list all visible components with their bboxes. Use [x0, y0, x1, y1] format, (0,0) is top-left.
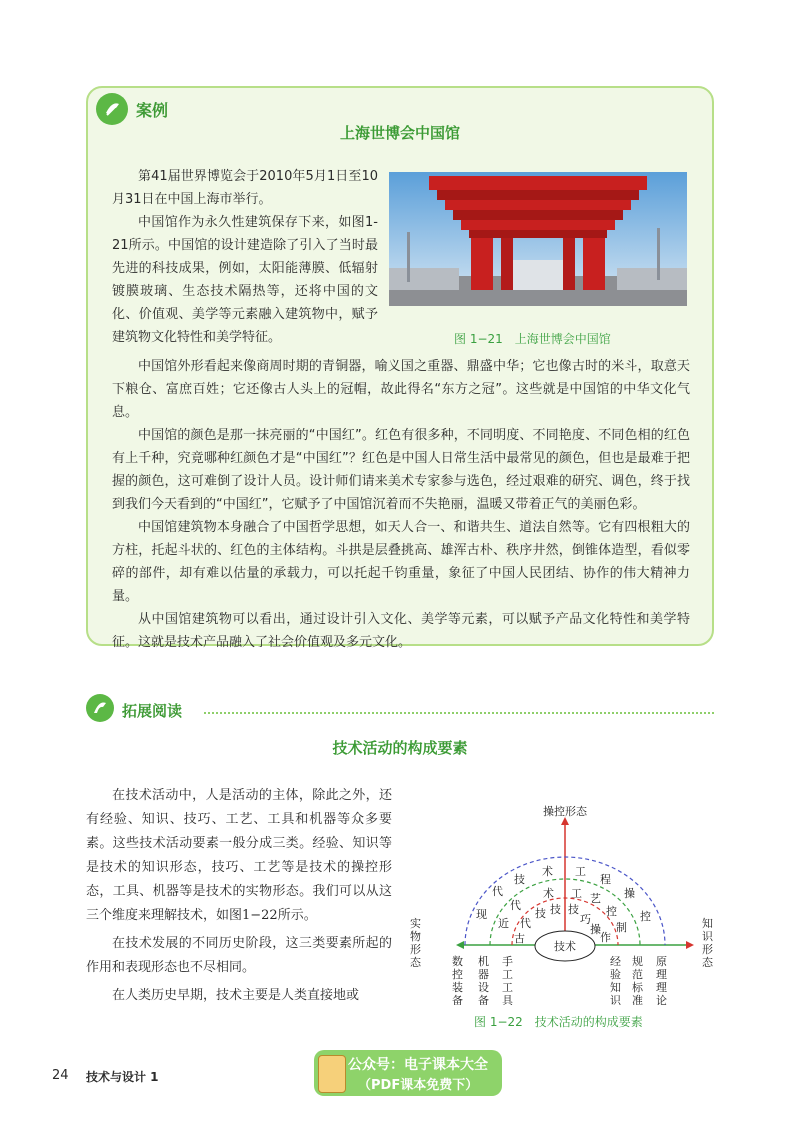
ring-char: 技 — [550, 903, 561, 916]
case-paragraph: 中国馆外形看起来像商周时期的青铜器，喻义国之重器、鼎盛中华；它也像古时的米斗，取意天下粮仓、富庶百姓；它还像古人头上的冠帽，故此得名“东方之冠”。这些就是中国馆的中华文化气息。 — [112, 359, 690, 420]
axis-right-label: 知识形态 — [702, 917, 713, 969]
extended-reading-label: 拓展阅读 — [122, 702, 183, 720]
ring-char: 技 — [535, 907, 546, 920]
technology-elements-diagram — [400, 805, 720, 1005]
up-arrow-icon — [561, 817, 569, 825]
extended-paragraph: 在技术发展的不同历史阶段，这三类要素所起的作用和表现形态也不尽相同。 — [86, 936, 392, 975]
ring-char: 古 — [514, 932, 525, 945]
watermark-line-2: （PDF课本免费下） — [358, 1078, 479, 1093]
extended-paragraph: 在技术活动中，人是活动的主体，除此之外，还有经验、知识、技巧、工艺、工具和机器等众多要素。这些技术活动要素一般分成三类。经验、知识等是技术的知识形态，技巧、工艺等是技术的操控形态，工具、机器等是技术的实物形态。我们可以从这三个维度来理解技术，如图1−22所示。 — [86, 788, 392, 923]
case-label: 案例 — [136, 101, 169, 120]
dotted-divider — [204, 712, 714, 714]
extended-paragraphs — [86, 784, 392, 1008]
center-label: 技术 — [554, 940, 576, 953]
ring-char: 操 — [590, 923, 601, 936]
bottom-left-label: 数控装备 — [452, 955, 463, 1005]
ring-char: 工 — [575, 865, 586, 878]
ring-char: 技 — [514, 873, 525, 886]
watermark-line-1: 公众号：电子课本大全 — [348, 1057, 488, 1073]
axis-top-label: 操控形态 — [543, 805, 587, 818]
bottom-right-label: 原理理论 — [656, 955, 667, 1005]
left-arrow-icon — [456, 941, 464, 949]
ring-char: 代 — [492, 885, 503, 898]
ring-char: 操 — [624, 887, 635, 900]
ring-char: 程 — [600, 873, 611, 886]
extended-reading-title: 技术活动的构成要素 — [332, 739, 468, 757]
extended-paragraph: 在人类历史早期，技术主要是人类直接地或 — [112, 988, 360, 1003]
book-title: 技术与设计 1 — [86, 1070, 159, 1084]
ring-char: 控 — [640, 910, 651, 923]
ring-char: 制 — [616, 921, 627, 934]
extended-reading-icon — [86, 694, 114, 722]
ring-char: 近 — [498, 917, 509, 930]
case-paragraph: 中国馆建筑物本身融合了中国哲学思想，如天人合一、和谐共生、道法自然等。它有四根粗大的方柱，托起斗状的、红色的主体结构。斗拱是层叠挑高、雄浑古朴、秩序井然，倒锥体造型，看似零碎的部件，却有难以估量的承载力，可以托起千钧重量，象征了中国人民团结、协作的伟大精神力量。 — [112, 520, 690, 604]
ring-char: 艺 — [590, 892, 601, 905]
figure-1-21-caption: 图 1−21 上海世博会中国馆 — [454, 332, 611, 346]
figure-1-22-caption: 图 1−22 技术活动的构成要素 — [474, 1015, 643, 1029]
book-icon — [318, 1055, 346, 1093]
page-number: 24 — [52, 1068, 69, 1083]
ring-char: 现 — [476, 908, 487, 921]
bottom-labels — [452, 954, 667, 1005]
ring-char: 代 — [520, 917, 531, 930]
case-title: 上海世博会中国馆 — [339, 124, 460, 142]
bottom-right-label: 经验知识 — [610, 955, 621, 1005]
right-arrow-icon — [686, 941, 694, 949]
ring-char: 技 — [568, 903, 579, 916]
ring-char: 工 — [571, 887, 582, 900]
case-paragraph: 中国馆作为永久性建筑保存下来，如图1-21所示。中国馆的设计建造除了引入了当时最先进的科技成果，例如，太阳能薄膜、低辐射镀膜玻璃、生态技术隔热等，还将中国的文化、价值观、美学等元素融入建筑物中，赋予建筑物文化特性和美学特征。 — [112, 215, 378, 345]
ring-char: 术 — [542, 865, 553, 878]
case-para-1-2 — [112, 165, 378, 349]
case-icon — [96, 93, 128, 125]
ring-char: 术 — [543, 887, 554, 900]
bottom-left-label: 机器设备 — [478, 955, 489, 1005]
axis-left-label: 实物形态 — [410, 917, 421, 969]
china-pavilion-photo — [389, 172, 687, 306]
ring-char: 作 — [600, 931, 611, 944]
case-paragraph: 第41届世界博览会于2010年5月1日至10月31日在中国上海市举行。 — [112, 169, 378, 207]
bottom-right-label: 规范标准 — [632, 955, 643, 1005]
case-para-rest — [112, 355, 690, 654]
ring-char: 巧 — [580, 913, 591, 926]
case-paragraph: 从中国馆建筑物可以看出，通过设计引入文化、美学等元素，可以赋予产品文化特性和美学特征。这就是技术产品融入了社会价值观及多元文化。 — [112, 612, 690, 650]
ring-char: 控 — [606, 905, 617, 918]
case-paragraph: 中国馆的颜色是那一抹亮丽的“中国红”。红色有很多种，不同明度、不同艳度、不同色相的红色有上千种，究竟哪种红颜色才是“中国红”？红色是中国人日常生活中最常见的颜色，但也是最难于把握的颜色，这可难倒了设计人员。设计师们请来美术专家参与选色，经过艰难的研究、调色，终于找到我们今天看到的“中国红”，它赋予了中国馆沉着而不失艳丽，温暖又带着正气的美丽色彩。 — [112, 428, 690, 512]
bottom-left-label: 手工工具 — [502, 955, 513, 1005]
ring-char: 代 — [510, 899, 521, 912]
